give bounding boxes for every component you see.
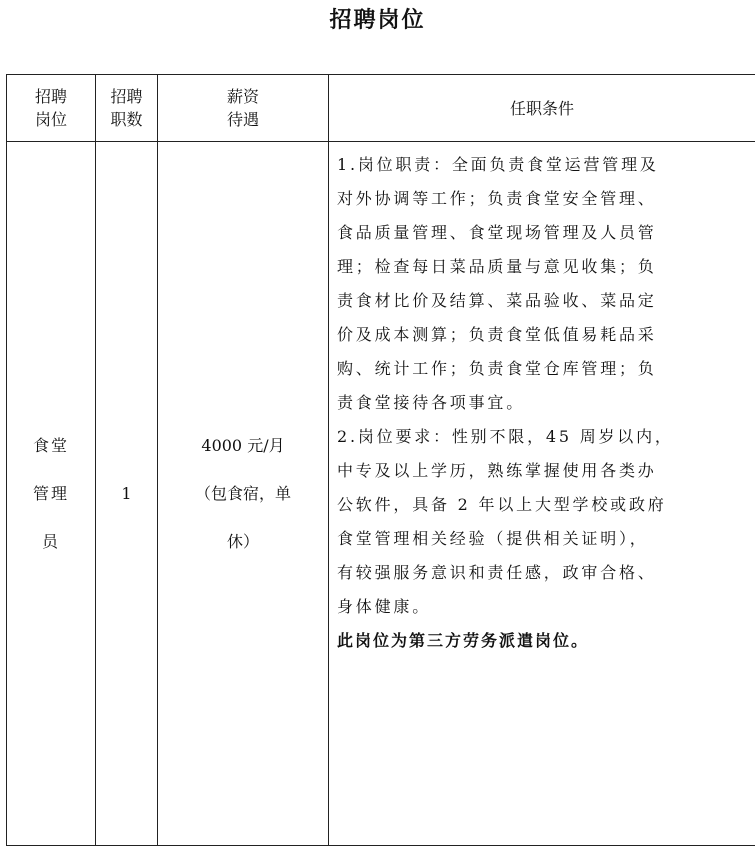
dispatch-note: 此岗位为第三方劳务派遣岗位。	[337, 624, 755, 658]
requirement-line: 理；检查每日菜品质量与意见收集；负	[337, 250, 755, 284]
cell-position	[7, 142, 96, 846]
header-count-line-2: 职数	[96, 108, 157, 131]
header-salary-line-2: 待遇	[158, 108, 328, 131]
requirement-line: 责食材比价及结算、菜品验收、菜品定	[337, 284, 755, 318]
salary-line-1: 4000 元/月	[158, 422, 328, 470]
position-line-2: 管理	[7, 470, 95, 518]
page-title: 招聘岗位	[0, 6, 755, 36]
salary-line-3: 休）	[158, 518, 328, 566]
requirement-line: 中专及以上学历，熟练掌握使用各类办	[337, 454, 755, 488]
position-line-3: 员	[7, 518, 95, 566]
requirement-line: 对外协调等工作；负责食堂安全管理、	[337, 182, 755, 216]
header-salary-line-1: 薪资	[158, 85, 328, 108]
header-salary	[158, 75, 329, 142]
requirement-line: 责食堂接待各项事宜。	[337, 386, 755, 420]
header-count	[96, 75, 158, 142]
requirement-line: 身体健康。	[337, 590, 755, 624]
table-header-row	[7, 75, 755, 142]
header-count-line-1: 招聘	[96, 85, 157, 108]
cell-count: 1	[96, 142, 158, 846]
table-row	[7, 142, 755, 846]
requirement-line: 食品质量管理、食堂现场管理及人员管	[337, 216, 755, 250]
requirement-line: 公软件，具备 2 年以上大型学校或政府	[337, 488, 755, 522]
header-position	[7, 75, 96, 142]
requirement-line: 价及成本测算；负责食堂低值易耗品采	[337, 318, 755, 352]
header-position-line-2: 岗位	[7, 108, 95, 131]
cell-salary	[158, 142, 329, 846]
salary-line-2: （包食宿，单	[158, 470, 328, 518]
requirement-line: 购、统计工作；负责食堂仓库管理；负	[337, 352, 755, 386]
header-position-line-1: 招聘	[7, 85, 95, 108]
requirement-line: 2.岗位要求：性别不限，45 周岁以内，	[337, 420, 755, 454]
requirement-line: 食堂管理相关经验（提供相关证明），	[337, 522, 755, 556]
requirement-line: 1.岗位职责：全面负责食堂运营管理及	[337, 148, 755, 182]
recruitment-table	[6, 74, 755, 846]
cell-requirements	[329, 142, 755, 846]
position-line-1: 食堂	[7, 422, 95, 470]
requirement-line: 有较强服务意识和责任感，政审合格、	[337, 556, 755, 590]
header-requirements: 任职条件	[329, 75, 755, 142]
